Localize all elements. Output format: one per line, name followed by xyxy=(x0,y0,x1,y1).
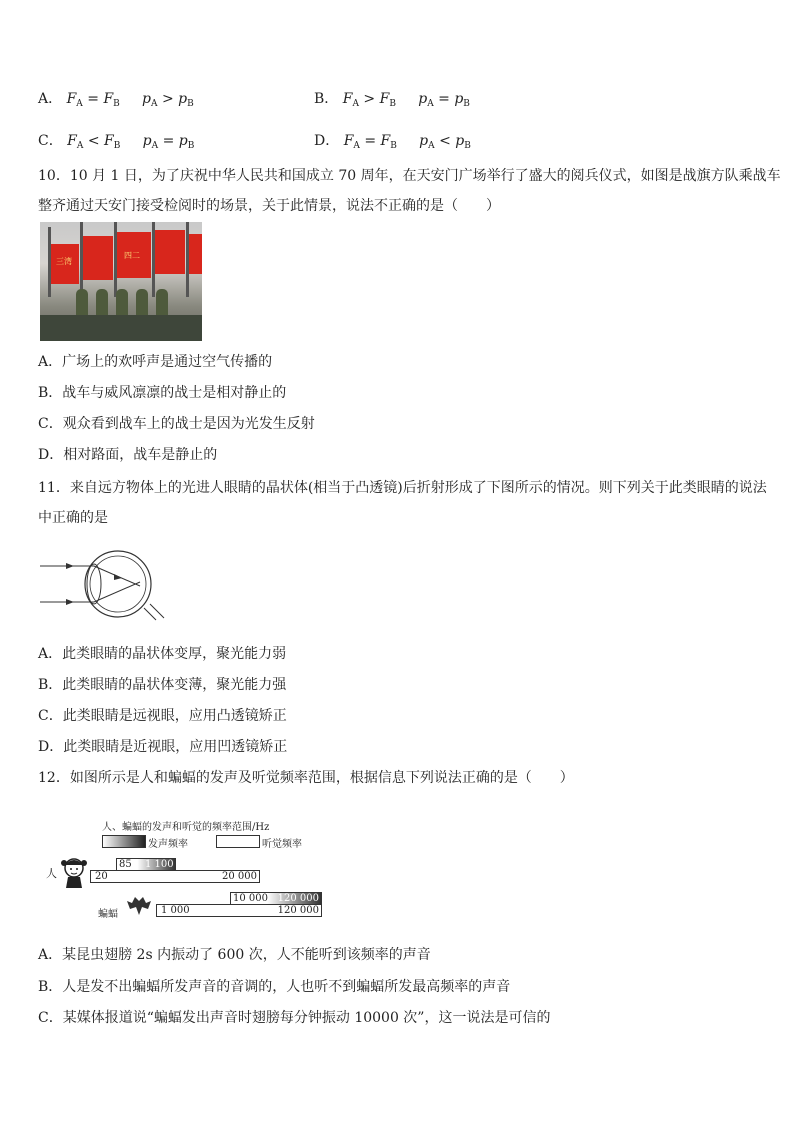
bat-label: 蝙蝠 xyxy=(98,909,118,920)
human-hear-low: 20 xyxy=(95,871,108,882)
q12-option-c: C．某媒体报道说“蝙蝠发出声音时翅膀每分钟振动 10000 次”，这一说法是可信的 xyxy=(38,1010,551,1026)
figure-title: 人、蝙蝠的发声和听觉的频率范围/Hz xyxy=(102,822,270,833)
q11-stem-line2: 中正确的是 xyxy=(38,510,108,526)
bat-icon xyxy=(126,895,152,917)
photo-banner-text-1: 三湾 xyxy=(56,257,72,266)
bat-emit-high: 120 000 xyxy=(277,893,319,904)
q10-option-c: C．观众看到战车上的战士是因为光发生反射 xyxy=(38,416,315,432)
q11-option-d: D．此类眼睛是近视眼，应用凹透镜矫正 xyxy=(38,739,288,755)
q9-option-c: C． $F_A < F_B$ $p_A = p_B$ xyxy=(38,133,195,151)
legend-hear-swatch xyxy=(216,835,260,848)
human-emit-high: 1 100 xyxy=(145,859,174,870)
q12-stem: 12．如图所示是人和蝙蝠的发声及听觉频率范围，根据信息下列说法正确的是（ ） xyxy=(38,770,574,786)
q10-option-a: A．广场上的欢呼声是通过空气传播的 xyxy=(38,354,273,370)
q10-option-b: B．战车与威风凛凛的战士是相对静止的 xyxy=(38,385,287,401)
human-hear-high: 20 000 xyxy=(222,871,257,882)
bat-emit-low: 10 000 xyxy=(233,893,268,904)
q11-option-b: B．此类眼睛的晶状体变薄，聚光能力强 xyxy=(38,677,287,693)
q9-option-b: B． $F_A > F_B$ $p_A = p_B$ xyxy=(314,91,470,109)
q11-option-c: C．此类眼睛是远视眼，应用凸透镜矫正 xyxy=(38,708,287,724)
photo-banner-text-2: 四二 xyxy=(124,251,140,260)
girl-icon xyxy=(60,855,88,889)
q9-option-a: A． $F_A = F_B$ $p_A > p_B$ xyxy=(38,91,194,109)
q10-stem-line1: 10．10 月 1 日，为了庆祝中华人民共和国成立 70 周年，在天安门广场举行了盛大的阅兵仪式，如图是战旗方队乘战车 xyxy=(38,168,781,184)
parade-photo xyxy=(40,222,202,341)
q11-option-a: A．此类眼睛的晶状体变厚，聚光能力弱 xyxy=(38,646,287,662)
q12-option-b: B．人是发不出蝙蝠所发声音的音调的，人也听不到蝙蝠所发最高频率的声音 xyxy=(38,979,511,995)
legend-emit-swatch xyxy=(102,835,146,848)
bat-hear-high: 120 000 xyxy=(277,905,319,916)
bat-hear-low: 1 000 xyxy=(161,905,190,916)
eye-diagram xyxy=(40,548,170,628)
human-hear-bar xyxy=(90,870,260,883)
bat-hear-bar xyxy=(156,904,322,917)
q12-option-a: A．某昆虫翅膀 2s 内振动了 600 次，人不能听到该频率的声音 xyxy=(38,947,431,963)
human-label: 人 xyxy=(46,867,57,880)
q9-option-d: D． $F_A = F_B$ $p_A < p_B$ xyxy=(314,133,471,151)
frequency-figure xyxy=(40,815,340,925)
legend-hear-label: 听觉频率 xyxy=(262,839,302,850)
q10-option-d: D．相对路面，战车是静止的 xyxy=(38,447,218,463)
legend-emit-label: 发声频率 xyxy=(148,839,188,850)
human-emit-low: 85 xyxy=(119,859,132,870)
q10-stem-line2: 整齐通过天安门接受检阅时的场景，关于此情景，说法不正确的是（ ） xyxy=(38,198,500,214)
q11-stem-line1: 11．来自远方物体上的光进人眼睛的晶状体(相当于凸透镜)后折射形成了下图所示的情况。则下列关于此类眼睛的说法 xyxy=(38,480,767,496)
